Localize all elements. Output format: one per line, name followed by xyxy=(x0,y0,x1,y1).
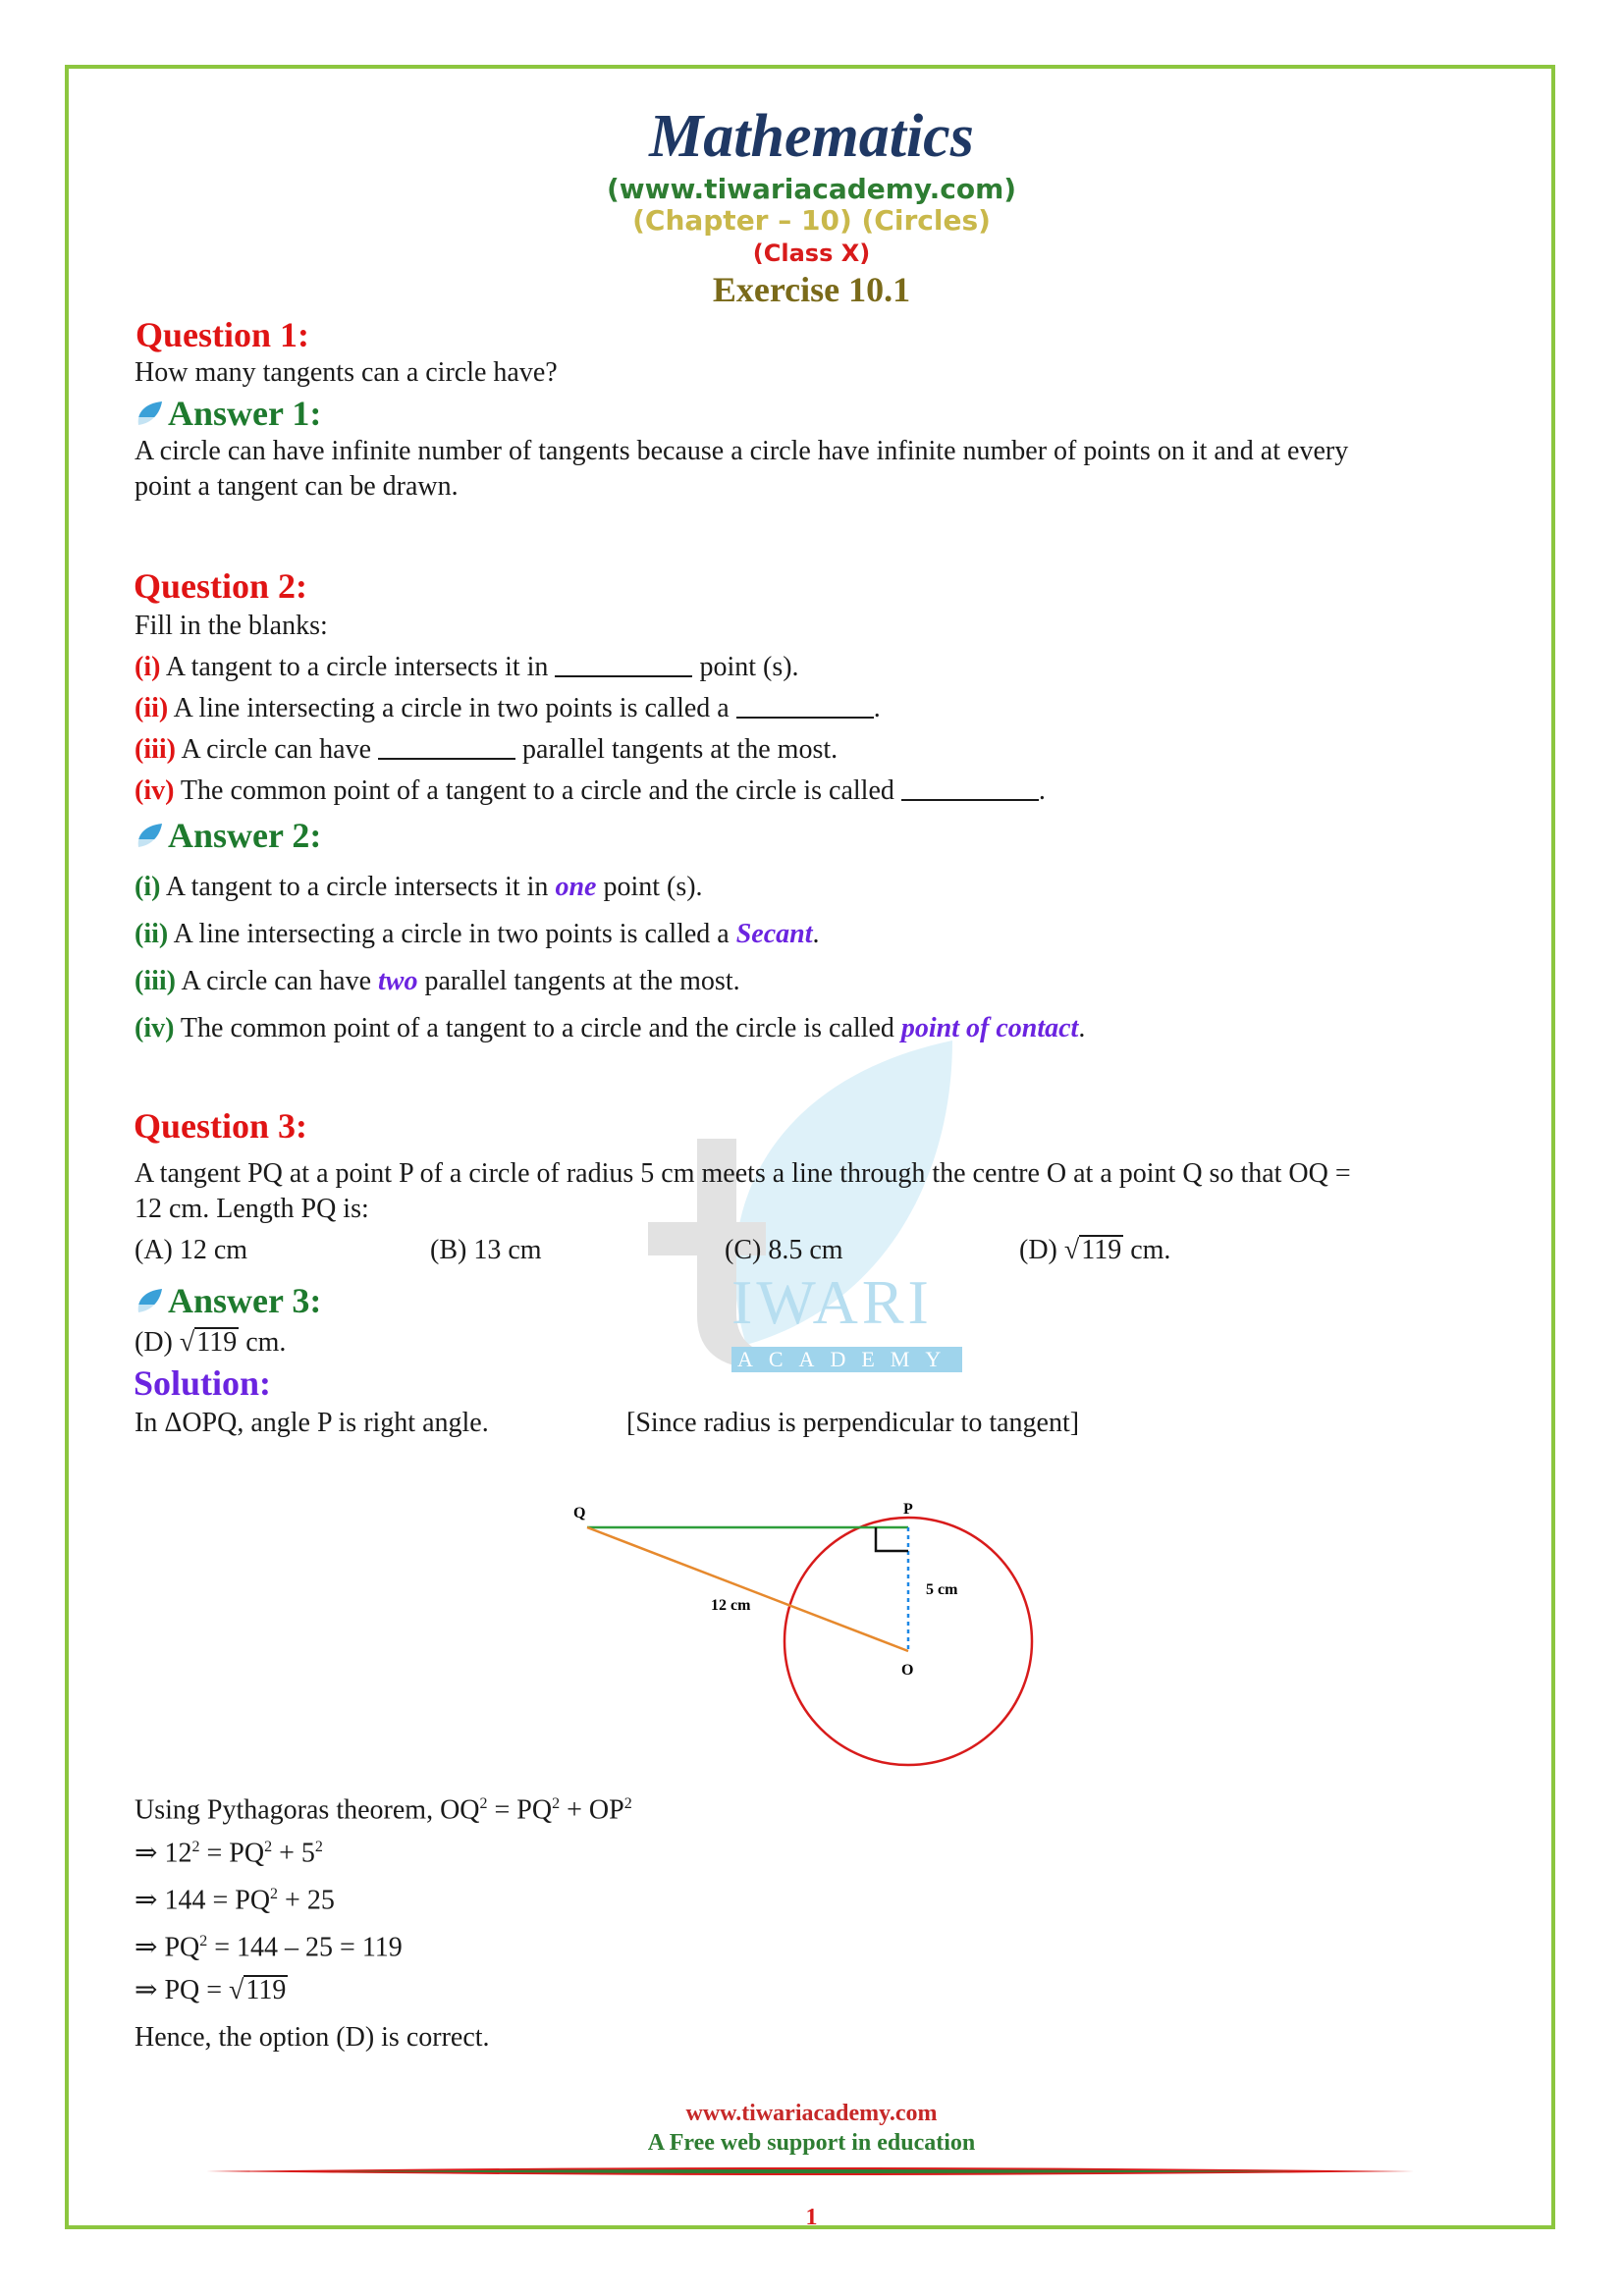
item-label: (i) xyxy=(135,652,161,682)
tiwari-logo-icon xyxy=(133,822,166,851)
item-label: (iii) xyxy=(135,734,176,765)
tiwari-logo-icon xyxy=(133,1287,166,1316)
question-3-heading: Question 3: xyxy=(134,1106,308,1146)
tangent-diagram xyxy=(550,1492,1060,1777)
solution-reason: [Since radius is perpendicular to tangent] xyxy=(626,1408,1080,1438)
tiwari-logo-icon xyxy=(133,400,166,429)
answer-2-label: Answer 2: xyxy=(168,816,322,855)
right-angle-mark xyxy=(876,1527,908,1551)
fill-blank xyxy=(736,695,874,719)
step-text: + 25 xyxy=(278,1885,335,1916)
item-text: The common point of a tangent to a circle and the circle is called xyxy=(174,1013,901,1043)
step-4 xyxy=(135,1924,403,1965)
option-c: (C) 8.5 cm xyxy=(725,1235,843,1265)
option-d-prefix: (D) √ xyxy=(1019,1235,1080,1265)
item-text: A tangent to a circle intersects it in xyxy=(160,652,556,682)
answer-3-label: Answer 3: xyxy=(168,1281,322,1320)
item-text: parallel tangents at the most. xyxy=(417,966,740,996)
item-text: . xyxy=(812,919,820,949)
step-radicand: 119 xyxy=(245,1975,287,2005)
header-site: (www.tiwariacademy.com) xyxy=(606,173,1017,205)
answer-3-value xyxy=(135,1325,286,1361)
item-text: A line intersecting a circle in two points is called a xyxy=(168,919,736,949)
item-text: . xyxy=(873,693,881,723)
option-a: (A) 12 cm xyxy=(135,1235,248,1265)
question-2-intro: Fill in the blanks: xyxy=(135,611,328,641)
exercise-label: Exercise 10.1 xyxy=(712,270,911,309)
answer-value: one xyxy=(555,872,597,902)
answer-value: Secant xyxy=(735,919,813,949)
answer-2-item-1 xyxy=(135,870,703,905)
item-text: The common point of a tangent to a circle and the circle is called xyxy=(174,775,901,806)
question-1-text: How many tangents can a circle have? xyxy=(135,357,558,388)
question-2-item-4 xyxy=(135,774,1046,809)
answer-3-radicand: 119 xyxy=(196,1327,238,1358)
superscript: 2 xyxy=(623,1795,632,1812)
item-text: . xyxy=(1038,775,1046,806)
answer-2-item-4 xyxy=(135,1011,1085,1046)
label-oq-length: 12 cm xyxy=(711,1597,751,1614)
fill-blank xyxy=(378,736,515,760)
label-o: O xyxy=(901,1662,914,1679)
item-text: A circle can have xyxy=(176,966,379,996)
chapter-label: (Chapter – 10) (Circles) xyxy=(632,204,991,237)
question-1-heading: Question 1: xyxy=(135,315,310,354)
step-text: = PQ xyxy=(487,1794,553,1826)
answer-2-item-2 xyxy=(135,917,820,952)
step-2 xyxy=(135,1830,323,1871)
superscript: 2 xyxy=(199,1933,208,1949)
class-label: (Class X) xyxy=(752,240,871,267)
item-label: (ii) xyxy=(135,919,169,949)
step-text: + OP xyxy=(560,1794,624,1826)
label-op-length: 5 cm xyxy=(926,1581,958,1598)
question-2-item-3 xyxy=(135,732,838,768)
step-text: = 144 – 25 = 119 xyxy=(207,1932,403,1963)
answer-value: two xyxy=(378,966,418,996)
superscript: 2 xyxy=(552,1795,561,1812)
label-q: Q xyxy=(573,1505,586,1522)
step-text: ⇒ 144 = PQ xyxy=(135,1885,271,1916)
superscript: 2 xyxy=(270,1886,279,1902)
option-d-suffix: cm. xyxy=(1123,1235,1171,1265)
step-text: Using Pythagoras theorem, OQ xyxy=(135,1794,480,1826)
item-text: point (s). xyxy=(692,652,799,682)
step-text: ⇒ PQ = √ xyxy=(135,1975,244,2005)
answer-2-item-3 xyxy=(135,964,740,999)
solution-heading: Solution: xyxy=(134,1363,272,1403)
question-2-item-1 xyxy=(135,650,799,685)
watermark-subtext: ACADEMY xyxy=(731,1347,962,1372)
answer-3-prefix: (D) √ xyxy=(135,1327,195,1358)
answer-1-heading xyxy=(133,393,321,434)
line-oq xyxy=(587,1527,908,1651)
watermark-text: IWARI xyxy=(731,1267,933,1337)
item-text: A circle can have xyxy=(176,734,379,765)
item-label: (iv) xyxy=(135,1013,175,1043)
answer-2-heading xyxy=(133,815,321,856)
answer-value: point of contact xyxy=(900,1013,1079,1043)
item-label: (ii) xyxy=(135,693,169,723)
item-text: parallel tangents at the most. xyxy=(515,734,839,765)
question-3-line-2: 12 cm. Length PQ is: xyxy=(135,1194,369,1224)
superscript: 2 xyxy=(479,1795,488,1812)
option-d-radicand: 119 xyxy=(1081,1235,1122,1265)
item-text: point (s). xyxy=(596,872,703,902)
fill-blank xyxy=(555,654,692,677)
superscript: 2 xyxy=(191,1839,200,1855)
solution-line: In ΔOPQ, angle P is right angle. xyxy=(135,1408,489,1438)
question-2-item-2 xyxy=(135,691,881,726)
footer-site: www.tiwariacademy.com xyxy=(685,2101,938,2126)
step-text: = PQ xyxy=(199,1838,265,1869)
step-text: ⇒ 12 xyxy=(135,1838,192,1869)
answer-1-line-1: A circle can have infinite number of tangents because a circle have infinite number of points on it and at every xyxy=(135,436,1349,466)
option-d xyxy=(1019,1233,1170,1268)
conclusion: Hence, the option (D) is correct. xyxy=(135,2022,490,2053)
page-number: 1 xyxy=(805,2205,818,2230)
answer-3-heading xyxy=(133,1280,321,1321)
item-text: A tangent to a circle intersects it in xyxy=(160,872,556,902)
superscript: 2 xyxy=(314,1839,323,1855)
step-1 xyxy=(135,1787,632,1828)
item-label: (iii) xyxy=(135,966,176,996)
answer-1-label: Answer 1: xyxy=(168,394,322,433)
question-2-heading: Question 2: xyxy=(134,566,308,606)
item-label: (iv) xyxy=(135,775,175,806)
step-3 xyxy=(135,1877,335,1918)
item-text: . xyxy=(1078,1013,1086,1043)
answer-3-suffix: cm. xyxy=(239,1327,287,1358)
answer-1-line-2: point a tangent can be drawn. xyxy=(135,471,459,502)
item-label: (i) xyxy=(135,872,161,902)
item-text: A line intersecting a circle in two points is called a xyxy=(168,693,736,723)
label-p: P xyxy=(903,1501,913,1518)
page-title: Mathematics xyxy=(649,103,974,170)
option-b: (B) 13 cm xyxy=(430,1235,542,1265)
footer-divider xyxy=(206,2165,1414,2177)
step-text: ⇒ PQ xyxy=(135,1932,200,1963)
superscript: 2 xyxy=(264,1839,273,1855)
footer-tagline: A Free web support in education xyxy=(647,2130,976,2156)
question-3-line-1: A tangent PQ at a point P of a circle of radius 5 cm meets a line through the centre O at a point Q so that OQ = xyxy=(135,1158,1351,1189)
step-5 xyxy=(135,1973,288,2008)
step-text: + 5 xyxy=(272,1838,315,1869)
fill-blank xyxy=(901,777,1039,801)
